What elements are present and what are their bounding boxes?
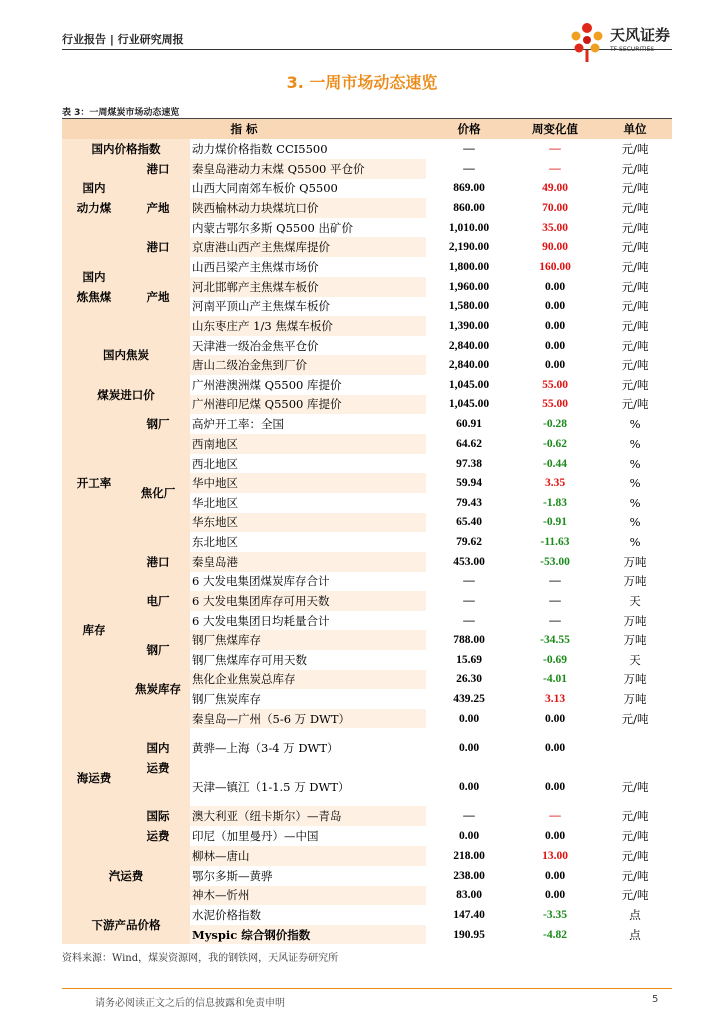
subcategory-steel-mill: 钢厂 — [126, 630, 190, 669]
unit-cell: 元/吨 — [621, 829, 649, 844]
change-cell: 3.35 — [544, 477, 566, 490]
indicator-cell: 广州港澳洲煤 Q5500 库提价 — [192, 377, 342, 392]
category-coal-import: 煤炭进口价 — [62, 375, 190, 414]
table-row — [62, 806, 672, 826]
header-change: 周变化值 — [512, 119, 598, 139]
indicator-cell: 西北地区 — [192, 456, 238, 471]
indicator-cell: 水泥价格指数 — [192, 908, 261, 923]
price-cell: — — [463, 810, 475, 823]
change-cell: 3.13 — [544, 693, 566, 706]
table-row — [62, 630, 672, 650]
unit-cell: 万吨 — [623, 633, 647, 648]
change-cell: 0.00 — [544, 741, 566, 754]
indicator-cell: 高炉开工率：全国 — [192, 417, 284, 432]
subcategory-port: 港口 — [126, 237, 190, 257]
change-cell: -0.28 — [543, 418, 568, 431]
price-cell: 0.00 — [458, 741, 480, 754]
change-cell: -4.01 — [543, 673, 568, 686]
unit-cell: % — [629, 534, 641, 549]
subcategory-coking-plant: 焦化厂 — [126, 434, 190, 552]
change-cell: 0.00 — [544, 889, 566, 902]
price-cell: 1,045.00 — [448, 378, 490, 391]
price-cell: 1,390.00 — [448, 319, 490, 332]
change-cell: -34.55 — [540, 634, 570, 647]
indicator-cell: 6 大发电集团日均耗量合计 — [192, 613, 330, 628]
unit-cell: 元/吨 — [621, 181, 649, 196]
unit-cell: 元/吨 — [621, 318, 649, 333]
price-cell: 869.00 — [453, 182, 485, 195]
unit-cell: 元/吨 — [621, 377, 649, 392]
price-cell: 59.94 — [456, 477, 482, 490]
unit-cell: 天 — [629, 594, 641, 609]
change-cell: 0.00 — [544, 712, 566, 725]
change-cell: 0.00 — [544, 830, 566, 843]
change-cell: 49.00 — [542, 182, 568, 195]
price-cell: — — [463, 142, 475, 155]
flower-logo-icon — [566, 20, 608, 64]
change-cell: — — [549, 595, 561, 608]
header-price: 价格 — [426, 119, 512, 139]
unit-cell: 元/吨 — [621, 358, 649, 373]
indicator-cell: 山东枣庄产 1/3 焦煤车板价 — [190, 316, 426, 336]
table-row — [62, 709, 672, 729]
price-cell: 788.00 — [453, 634, 485, 647]
header-indicator: 指 标 — [62, 119, 426, 139]
change-cell: -4.82 — [543, 928, 568, 941]
category-downstream: 下游产品价格 — [62, 905, 190, 944]
data-source-note: 资料来源：Wind，煤炭资源网，我的钢铁网，天风证券研究所 — [62, 953, 339, 964]
indicator-cell: 焦化企业焦炭总库存 — [190, 670, 426, 690]
unit-cell: 元/吨 — [621, 779, 649, 794]
unit-cell: 元/吨 — [621, 397, 649, 412]
unit-cell: 万吨 — [623, 672, 647, 687]
unit-cell: % — [629, 495, 641, 510]
price-cell: 83.00 — [456, 889, 482, 902]
indicator-cell: 山西大同南郊车板价 Q5500 — [192, 181, 338, 196]
table-caption: 表 3：一周煤炭市场动态速览 — [62, 108, 180, 118]
header-unit: 单位 — [598, 119, 672, 139]
indicator-cell: 华北地区 — [192, 495, 238, 510]
unit-cell: % — [629, 417, 641, 432]
report-header: 行业报告 | 行业研究周报 — [62, 33, 184, 46]
unit-cell: 元/吨 — [621, 888, 649, 903]
indicator-cell: 钢厂焦煤库存 — [190, 630, 426, 650]
indicator-cell: 动力煤价格指数 CCI5500 — [192, 141, 328, 156]
change-cell: -1.83 — [543, 496, 568, 509]
unit-cell: % — [629, 476, 641, 491]
unit-cell: 万吨 — [623, 613, 647, 628]
table-header-row — [62, 119, 672, 139]
indicator-cell: 东北地区 — [192, 534, 238, 549]
table-row — [62, 257, 672, 277]
unit-cell: 元/吨 — [621, 260, 649, 275]
table-row — [62, 375, 672, 395]
subcategory-domestic-ship: 国内 运费 — [126, 709, 190, 807]
table-row — [62, 846, 672, 866]
indicator-cell: 内蒙古鄂尔多斯 Q5500 出矿价 — [192, 220, 354, 235]
price-cell: 1,960.00 — [448, 280, 490, 293]
price-cell: 15.69 — [456, 653, 482, 666]
price-cell: 26.30 — [456, 673, 482, 686]
unit-cell: 元/吨 — [621, 161, 649, 176]
subcategory-origin: 产地 — [126, 179, 190, 238]
unit-cell: 天 — [629, 652, 641, 667]
subcategory-power-plant: 电厂 — [126, 572, 190, 631]
change-cell: -0.44 — [543, 457, 568, 470]
table-row — [62, 670, 672, 690]
change-cell: 0.00 — [544, 280, 566, 293]
indicator-cell: 广州港印尼煤 Q5500 库提价 — [190, 395, 426, 415]
disclaimer-text: 请务必阅读正文之后的信息披露和免责申明 — [95, 998, 285, 1009]
indicator-cell: 唐山二级冶金焦到厂价 — [190, 355, 426, 375]
category-operating-rate: 开工率 — [62, 414, 126, 552]
indicator-cell: 山西吕梁产主焦煤市场价 — [192, 260, 319, 275]
indicator-cell: 秦皇岛—广州（5-6 万 DWT） — [190, 709, 426, 729]
change-cell: 0.00 — [544, 869, 566, 882]
page-number: 5 — [652, 994, 659, 1005]
table-row — [62, 179, 672, 199]
unit-cell: 元/吨 — [621, 220, 649, 235]
unit-cell — [598, 728, 672, 767]
logo-chinese: 天风证券 — [610, 26, 671, 44]
indicator-cell: 钢厂焦煤库存可用天数 — [192, 652, 307, 667]
subcategory-coke-inventory: 焦炭库存 — [126, 670, 190, 709]
indicator-cell: Myspic 综合钢价指数 — [190, 925, 426, 945]
category-domestic-coke: 国内焦炭 — [62, 336, 190, 375]
indicator-cell: 陕西榆林动力块煤坑口价 — [190, 198, 426, 218]
category-domestic-thermal: 国内 动力煤 — [62, 159, 126, 238]
table-row — [62, 572, 672, 592]
change-cell: 55.00 — [542, 398, 568, 411]
unit-cell: 万吨 — [623, 692, 647, 707]
subcategory-intl-ship: 国际 运费 — [126, 806, 190, 846]
price-cell: 2,840.00 — [448, 359, 490, 372]
change-cell: -53.00 — [540, 555, 570, 568]
price-cell: 79.43 — [456, 496, 482, 509]
change-cell: 0.00 — [544, 780, 566, 793]
indicator-cell: 河南平顶山产主焦煤车板价 — [192, 299, 330, 314]
indicator-cell: 钢厂焦炭库存 — [192, 692, 261, 707]
indicator-cell: 秦皇岛港 — [190, 552, 426, 572]
change-cell: — — [549, 142, 561, 155]
indicator-cell: 天津—镇江（1-1.5 万 DWT） — [192, 779, 350, 794]
unit-cell: 元/吨 — [621, 809, 649, 824]
table-row — [62, 237, 672, 257]
change-cell: -0.62 — [543, 437, 568, 450]
price-cell: 453.00 — [453, 555, 485, 568]
price-cell: 1,010.00 — [448, 221, 490, 234]
indicator-cell: 西南地区 — [190, 434, 426, 454]
price-cell: 238.00 — [453, 869, 485, 882]
category-domestic-coking: 国内 炼焦煤 — [62, 237, 126, 335]
subcategory-port: 港口 — [126, 159, 190, 179]
subcategory-steel-mill: 钢厂 — [126, 414, 190, 434]
subcategory-port: 港口 — [126, 552, 190, 572]
price-cell: 60.91 — [456, 418, 482, 431]
unit-cell: 元/吨 — [621, 849, 649, 864]
indicator-cell: 神木—忻州 — [190, 886, 426, 906]
table-row — [62, 434, 672, 454]
price-cell: — — [463, 575, 475, 588]
table-row — [62, 139, 672, 159]
change-cell: 160.00 — [539, 261, 571, 274]
footer-divider — [62, 988, 672, 989]
table-row — [62, 159, 672, 179]
change-cell: -0.91 — [543, 516, 568, 529]
price-cell: 0.00 — [458, 830, 480, 843]
change-cell: -3.35 — [543, 909, 568, 922]
change-cell: — — [549, 614, 561, 627]
category-shipping: 海运费 — [62, 709, 126, 847]
unit-cell: 元/吨 — [621, 240, 649, 255]
unit-cell: 元/吨 — [621, 868, 649, 883]
unit-cell: 万吨 — [623, 574, 647, 589]
category-domestic-index: 国内价格指数 — [62, 139, 190, 159]
change-cell: — — [549, 575, 561, 588]
change-cell: 55.00 — [542, 378, 568, 391]
price-cell: 1,045.00 — [448, 398, 490, 411]
subcategory-origin: 产地 — [126, 257, 190, 335]
price-cell: 79.62 — [456, 535, 482, 548]
price-cell: — — [463, 595, 475, 608]
change-cell: 0.00 — [544, 359, 566, 372]
logo-english: TF SECURITIES — [610, 46, 655, 53]
indicator-cell: 黄骅—上海（3-4 万 DWT） — [192, 740, 339, 755]
category-truck: 汽运费 — [62, 846, 190, 905]
change-cell: 0.00 — [544, 319, 566, 332]
change-cell: -0.69 — [543, 653, 568, 666]
tf-securities-logo — [566, 20, 676, 64]
price-cell: 190.95 — [453, 928, 485, 941]
price-cell: 860.00 — [453, 201, 485, 214]
price-cell: 2,840.00 — [448, 339, 490, 352]
indicator-cell: 鄂尔多斯—黄骅 — [192, 868, 273, 883]
price-cell: 64.62 — [456, 437, 482, 450]
unit-cell: 万吨 — [623, 554, 647, 569]
indicator-cell: 秦皇岛港动力末煤 Q5500 平仓价 — [190, 159, 426, 179]
section-title: 3. 一周市场动态速览 — [286, 73, 438, 92]
change-cell: 70.00 — [542, 201, 568, 214]
indicator-cell: 澳大利亚（纽卡斯尔）—青岛 — [190, 806, 426, 826]
unit-cell: 点 — [629, 908, 641, 923]
unit-cell: % — [629, 436, 641, 451]
indicator-cell: 京唐港山西产主焦煤库提价 — [190, 237, 426, 257]
price-cell: — — [463, 614, 475, 627]
unit-cell: 元/吨 — [621, 279, 649, 294]
indicator-cell: 华东地区 — [190, 513, 426, 533]
indicator-cell: 柳林—唐山 — [190, 846, 426, 866]
change-cell: — — [549, 810, 561, 823]
price-cell: 97.38 — [456, 457, 482, 470]
indicator-cell: 河北邯郸产主焦煤车板价 — [190, 277, 426, 297]
table-row — [62, 905, 672, 925]
price-cell: 147.40 — [453, 909, 485, 922]
table-row — [62, 336, 672, 356]
unit-cell: 元/吨 — [621, 338, 649, 353]
price-cell: 0.00 — [458, 712, 480, 725]
category-inventory: 库存 — [62, 552, 126, 709]
indicator-cell: 印尼（加里曼丹）—中国 — [192, 829, 319, 844]
change-cell: 35.00 — [542, 221, 568, 234]
table-row — [62, 552, 672, 572]
change-cell: -11.63 — [540, 535, 570, 548]
change-cell: 13.00 — [542, 850, 568, 863]
unit-cell: % — [629, 515, 641, 530]
indicator-cell: 6 大发电集团煤炭库存合计 — [192, 574, 330, 589]
change-cell: 0.00 — [544, 339, 566, 352]
change-cell: — — [549, 162, 561, 175]
price-cell: 1,580.00 — [448, 300, 490, 313]
price-cell: 1,800.00 — [448, 261, 490, 274]
change-cell: 90.00 — [542, 241, 568, 254]
indicator-cell: 天津港一级冶金焦平仓价 — [192, 338, 319, 353]
unit-cell: 点 — [629, 927, 641, 942]
unit-cell: % — [629, 456, 641, 471]
price-cell: 65.40 — [456, 516, 482, 529]
table-row — [62, 414, 672, 434]
price-cell: 218.00 — [453, 850, 485, 863]
price-cell: 0.00 — [458, 780, 480, 793]
coal-market-table — [62, 119, 672, 944]
price-cell: 439.25 — [453, 693, 485, 706]
price-cell: 2,190.00 — [448, 241, 490, 254]
indicator-cell: 华中地区 — [190, 473, 426, 493]
indicator-cell: 6 大发电集团库存可用天数 — [190, 591, 426, 611]
unit-cell: 元/吨 — [621, 299, 649, 314]
unit-cell: 元/吨 — [621, 141, 649, 156]
unit-cell: 元/吨 — [621, 711, 649, 726]
unit-cell: 元/吨 — [621, 200, 649, 215]
change-cell: 0.00 — [544, 300, 566, 313]
price-cell: — — [463, 162, 475, 175]
